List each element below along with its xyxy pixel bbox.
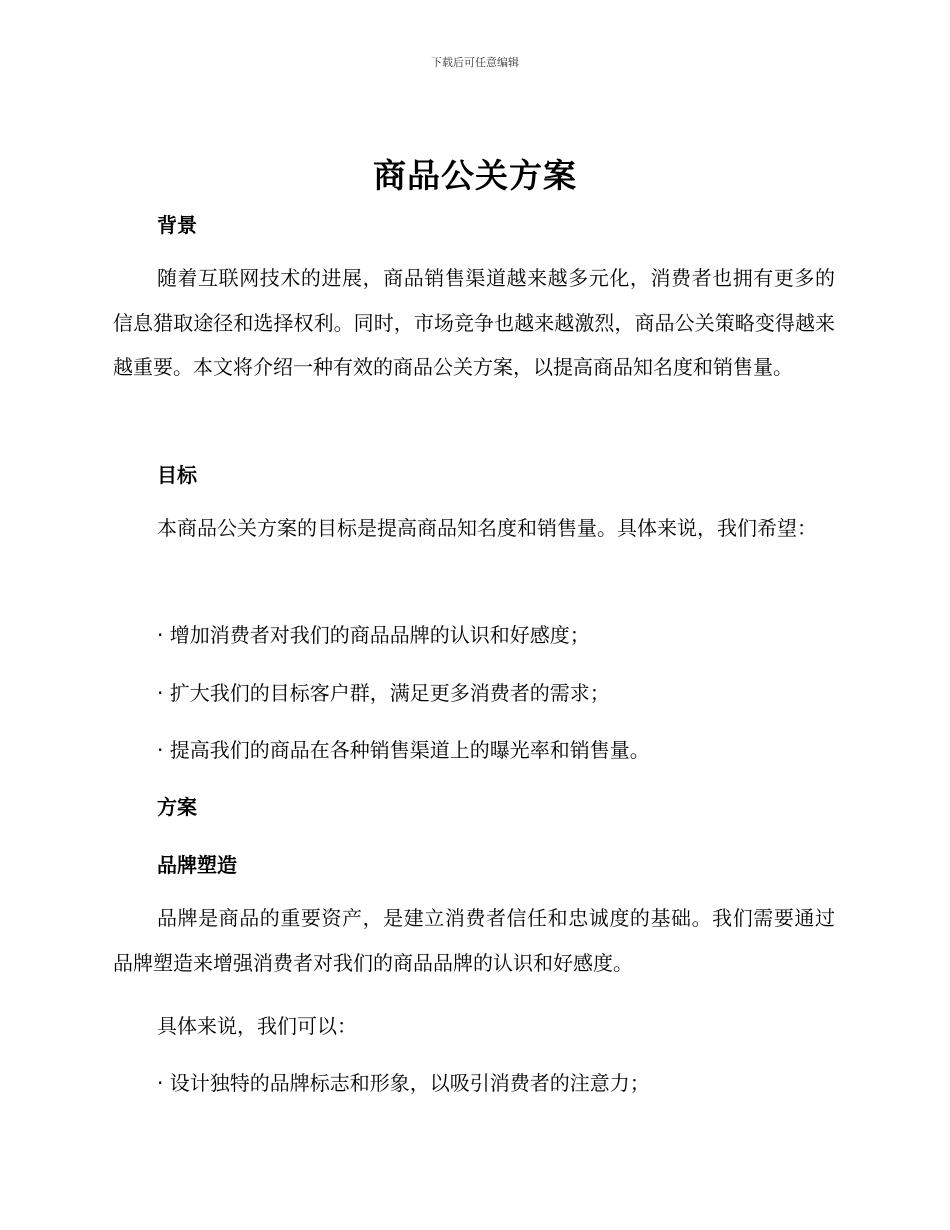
goal-bullet-2: · 扩大我们的目标客户群，满足更多消费者的需求； xyxy=(157,681,610,705)
goal-bullet-3: · 提高我们的商品在各种销售渠道上的曝光率和销售量。 xyxy=(157,738,650,762)
paragraph-branding: 品牌是商品的重要资产，是建立消费者信任和忠诚度的基础。我们需要通过品牌塑造来增强消费者对我们的商品品牌的认识和好感度。 xyxy=(113,906,835,975)
branding-intro: 具体来说，我们可以： xyxy=(157,1014,357,1038)
heading-goal: 目标 xyxy=(157,463,197,487)
header-note: 下载后可任意编辑 xyxy=(431,56,519,69)
paragraph-background: 随着互联网技术的进展，商品销售渠道越来越多元化，消费者也拥有更多的信息猎取途径和选择权利。同时，市场竞争也越来越激烈，商品公关策略变得越来越重要。本文将介绍一种有效的商品公关方案，以提高商品知名度和销售量。 xyxy=(113,266,835,379)
heading-plan: 方案 xyxy=(157,795,197,819)
goal-bullet-1: · 增加消费者对我们的商品品牌的认识和好感度； xyxy=(157,623,590,647)
paragraph-goal: 本商品公关方案的目标是提高商品知名度和销售量。具体来说，我们希望： xyxy=(157,516,817,540)
heading-background: 背景 xyxy=(157,213,197,237)
branding-bullet-1: · 设计独特的品牌标志和形象，以吸引消费者的注意力； xyxy=(157,1071,650,1095)
heading-branding: 品牌塑造 xyxy=(157,853,237,877)
page-title: 商品公关方案 xyxy=(373,156,577,195)
